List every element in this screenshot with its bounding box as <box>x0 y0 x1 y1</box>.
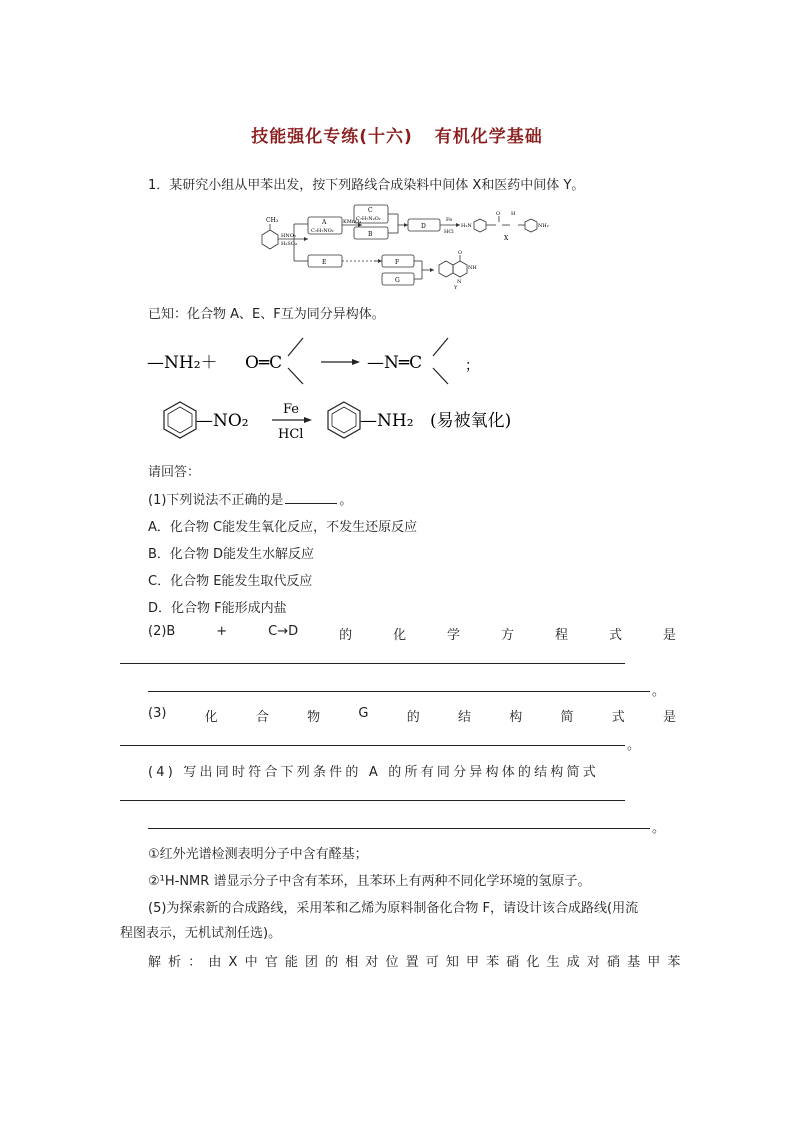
p3-w3: 物 <box>307 710 321 725</box>
option-b: B．化合物 D能发生水解反应 <box>148 547 315 562</box>
eq1-carbonyl: O═C <box>245 353 283 373</box>
y-n: N <box>457 279 462 285</box>
title-topic: 有机化学基础 <box>434 127 543 147</box>
option-a: A．化合物 C能发生氧化反应，不发生还原反应 <box>148 520 418 535</box>
question-stem: 1．某研究小组从甲苯出发，按下列路线合成染料中间体 X和医药中间体 Y。 <box>148 178 585 193</box>
reagent-h2so4: H₂SO₄ <box>281 241 297 247</box>
p2-w5: 学 <box>447 628 461 643</box>
p3-w6: 结 <box>457 710 471 725</box>
p2-w6: 方 <box>501 628 515 643</box>
part-5: (5)为探索新的合成路线，采用苯和乙烯为原料制备化合物 F，请设计该合成路线(用流 <box>148 901 639 916</box>
part-3 <box>148 706 676 725</box>
y-ring-benzene <box>439 261 453 277</box>
part-1 <box>148 489 352 508</box>
answer-line-4b[interactable] <box>148 828 650 829</box>
analysis: 解 析 ： 由 X 中 官 能 团 的 相 对 位 置 可 知 甲 苯 硝 化 生 成 对 硝 基 甲 苯 <box>148 955 682 970</box>
part-5-cont: 程图表示，无机试剂任选)。 <box>120 926 282 941</box>
label-G: G <box>395 277 400 284</box>
p2-w2: C→D <box>268 624 299 639</box>
p3-w2: 合 <box>255 710 269 725</box>
part-1-text: (1)下列说法不正确的是 <box>148 493 284 508</box>
part-4-end: 。 <box>652 821 666 836</box>
p2-w9: 是 <box>662 628 676 643</box>
answer-line-2b[interactable] <box>148 691 650 692</box>
reagent-hno3: HNO₃ <box>281 233 296 239</box>
reagent-kmno4: KMnO₄ <box>343 219 362 225</box>
part-2 <box>148 624 676 643</box>
prompt: 请回答： <box>148 465 201 480</box>
known-reaction-2 <box>150 394 570 450</box>
eq2-amine: —NH₂ <box>360 411 414 431</box>
part-1-end: 。 <box>339 493 353 508</box>
part-4: (4) 写出同时符合下列条件的 A 的所有同分异构体的结构简式 <box>148 765 599 780</box>
p2-w8: 式 <box>608 628 622 643</box>
y-oxygen: O <box>458 250 463 256</box>
p3-w4: G <box>358 706 369 721</box>
p2-w4: 化 <box>393 628 407 643</box>
toluene-ring <box>262 230 278 249</box>
label-X: X <box>504 235 509 242</box>
answer-line-2a[interactable] <box>120 663 625 664</box>
page-title <box>0 122 794 147</box>
p3-w9: 式 <box>611 710 625 725</box>
eq2-fe: Fe <box>283 402 300 417</box>
condition-1: ①红外光谱检测表明分子中含有醛基； <box>148 847 368 862</box>
eq2-hcl: HCl <box>278 427 304 442</box>
option-d: D．化合物 F能形成内盐 <box>148 601 287 616</box>
synthesis-scheme <box>248 203 578 289</box>
answer-blank-1[interactable] <box>285 491 337 504</box>
p2-w7: 程 <box>554 628 568 643</box>
label-A: A <box>322 219 327 226</box>
p3-w1: 化 <box>204 710 218 725</box>
p3-w0: (3) <box>148 706 167 721</box>
eq1-imine: —N═C <box>367 353 423 373</box>
x-ring-right <box>525 219 537 232</box>
eq1-semicolon: ； <box>465 358 479 374</box>
condition-2: ②¹H-NMR 谱显示分子中含有苯环，且苯环上有两种不同化学环境的氢原子。 <box>148 874 591 889</box>
formula-C: C₇H₇N₂O₂ <box>356 216 381 222</box>
x-ring-left <box>474 219 486 232</box>
eq2-note: (易被氧化) <box>430 411 512 431</box>
reagent-fe: Fe <box>446 217 453 223</box>
title-main: 技能强化专练(十六) <box>251 127 413 147</box>
answer-line-3[interactable] <box>120 745 625 746</box>
p2-w0: (2)B <box>148 624 176 639</box>
part-3-end: 。 <box>627 738 641 753</box>
label-D: D <box>421 223 426 230</box>
reagent-hcl: HCl <box>444 229 454 235</box>
known-reaction-1 <box>145 332 485 392</box>
toluene-substituent: CH₃ <box>266 217 279 224</box>
p2-w3: 的 <box>339 628 353 643</box>
eq1-amine: —NH₂＋ <box>147 353 218 373</box>
x-oxygen: O <box>496 211 501 217</box>
eq2-nitro: —NO₂ <box>196 411 249 431</box>
answer-line-4a[interactable] <box>120 800 625 801</box>
label-F: F <box>395 259 400 266</box>
x-nh2: NH₂ <box>538 223 549 229</box>
formula-A: C₇H₇NO₂ <box>311 228 334 234</box>
label-C: C <box>368 207 373 214</box>
p2-w1: + <box>216 624 228 639</box>
option-c: C．化合物 E能发生取代反应 <box>148 574 313 589</box>
p3-w10: 是 <box>662 710 676 725</box>
y-nh: NH <box>468 265 477 271</box>
x-hydrogen: H <box>511 211 516 217</box>
p3-w5: 的 <box>406 710 420 725</box>
p3-w7: 构 <box>509 710 523 725</box>
x-h2n: H₂N <box>461 223 472 229</box>
label-B: B <box>368 231 373 238</box>
part-2-end: 。 <box>652 684 666 699</box>
p3-w8: 简 <box>560 710 574 725</box>
label-E: E <box>322 259 327 266</box>
y-ring-hetero <box>453 261 467 277</box>
known-info: 已知：化合物 A、E、F互为同分异构体。 <box>148 307 385 322</box>
label-Y: Y <box>454 285 458 289</box>
